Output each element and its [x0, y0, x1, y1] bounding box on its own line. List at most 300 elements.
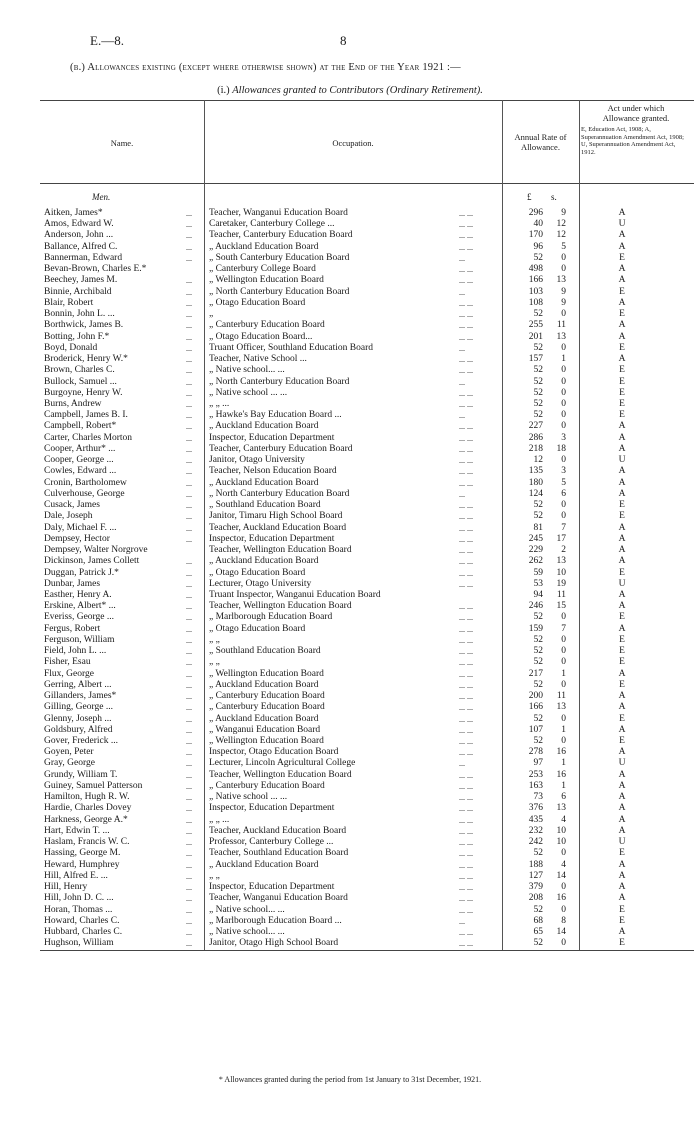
row-name: Field, John L. ...	[44, 646, 107, 657]
row-shillings: 19	[556, 578, 566, 589]
row-occupation: „ Southland Education Board	[209, 646, 321, 657]
row-shillings: 15	[556, 601, 566, 612]
row-pounds: 52	[533, 387, 543, 398]
row-shillings: 0	[561, 646, 566, 657]
row-occupation: „ Native school... ...	[209, 365, 285, 376]
row-act-code: A	[618, 241, 626, 252]
row-name-leader: ...	[186, 366, 192, 376]
table-row	[0, 736, 700, 747]
table-row	[0, 466, 700, 477]
row-shillings: 3	[561, 466, 566, 477]
row-pounds: 52	[533, 511, 543, 522]
row-pounds: 52	[533, 657, 543, 668]
row-name-leader: ...	[186, 849, 192, 859]
row-name-leader: ...	[186, 602, 192, 612]
row-occupation-leader: ... ...	[459, 793, 473, 803]
row-pounds: 52	[533, 376, 543, 387]
table-row	[0, 905, 700, 916]
table-row	[0, 781, 700, 792]
row-pounds: 262	[528, 556, 543, 567]
row-act-code: A	[618, 724, 626, 735]
row-act-code: A	[618, 488, 626, 499]
row-pounds: 163	[528, 780, 543, 791]
row-occupation-leader: ... ...	[459, 220, 473, 230]
row-name-leader: ...	[186, 613, 192, 623]
row-occupation-leader: ... ...	[459, 557, 473, 567]
row-occupation-leader: ... ...	[459, 579, 473, 589]
row-occupation: Lecturer, Otago University	[209, 578, 312, 589]
row-act-code: A	[618, 320, 626, 331]
table-row	[0, 815, 700, 826]
row-occupation: „ Otago Education Board	[209, 567, 306, 578]
row-occupation-leader: ... ...	[459, 523, 473, 533]
row-act-code: A	[618, 264, 626, 275]
row-shillings: 0	[561, 938, 566, 949]
row-name-leader: ...	[186, 928, 192, 937]
row-name: Hamilton, Hugh R. W.	[44, 792, 130, 803]
table-row	[0, 938, 700, 949]
row-occupation: „ North Canterbury Education Board	[209, 488, 350, 499]
row-name-leader: ...	[186, 512, 192, 522]
row-shillings: 0	[561, 342, 566, 353]
row-name-leader: ...	[186, 624, 192, 634]
row-name-leader: ...	[186, 231, 192, 241]
act-header-key: E, Education Act, 1908; A, Superannuation Amendment Act, 1908; U, Superannuation Amendment Act, 1912.	[581, 126, 684, 156]
row-name: Goldsbury, Alfred	[44, 724, 113, 735]
page-number: 8	[340, 33, 347, 48]
row-occupation: Inspector, Education Department	[209, 882, 335, 893]
row-name-leader: ...	[186, 590, 192, 600]
row-act-code: A	[618, 668, 626, 679]
subheading-prefix: (i.)	[217, 85, 230, 96]
row-name-leader: ...	[186, 411, 192, 421]
row-name: Ferguson, William	[44, 634, 115, 645]
row-name: Hubbard, Charles C.	[44, 927, 123, 937]
table-row	[0, 354, 700, 365]
row-act-code: A	[618, 893, 626, 904]
row-name: Fergus, Robert	[44, 623, 101, 634]
row-occupation-leader: ... ...	[459, 770, 473, 780]
row-name: Grundy, William T.	[44, 769, 118, 780]
row-occupation: Teacher, Native School ...	[209, 354, 307, 365]
row-occupation: Inspector, Otago Education Board	[209, 747, 339, 758]
table-row	[0, 601, 700, 612]
row-name-leader: ...	[186, 647, 192, 657]
row-act-code: A	[618, 747, 626, 758]
section-subheading	[0, 85, 700, 96]
row-occupation-leader: ... ...	[459, 669, 473, 679]
row-name: Ballance, Alfred C.	[44, 241, 118, 252]
pounds-unit: £	[527, 192, 532, 202]
row-occupation-leader: ... ...	[459, 231, 473, 241]
row-occupation-leader: ... ...	[459, 635, 473, 645]
table-top-rule	[40, 100, 694, 101]
row-name: Cooper, George ...	[44, 455, 114, 466]
row-occupation: „ „	[209, 657, 220, 668]
row-occupation-leader: ... ...	[459, 534, 473, 544]
row-act-code: A	[618, 803, 626, 814]
row-act-code: U	[618, 578, 626, 589]
row-occupation: „ Native school ... ...	[209, 792, 288, 803]
row-occupation-leader: ... ...	[459, 433, 473, 443]
row-act-code: E	[619, 713, 625, 724]
table-row	[0, 770, 700, 781]
row-occupation: „ Wellington Education Board	[209, 668, 324, 679]
row-name-leader: ...	[186, 422, 192, 432]
row-name-leader: ...	[186, 939, 192, 949]
row-name: Cowles, Edward ...	[44, 466, 117, 477]
table-header-rule	[40, 183, 694, 184]
row-shillings: 0	[561, 612, 566, 623]
row-name: Cusack, James	[44, 500, 100, 511]
table-row	[0, 242, 700, 253]
row-shillings: 3	[561, 432, 566, 443]
table-row	[0, 421, 700, 432]
row-occupation: „ „ ...	[209, 398, 230, 409]
row-act-code: E	[619, 410, 625, 421]
table-row	[0, 230, 700, 241]
row-shillings: 0	[561, 264, 566, 275]
row-name: Campbell, James B. I.	[44, 410, 128, 421]
shillings-unit: s.	[551, 192, 557, 202]
row-name: Dempsey, Hector	[44, 533, 110, 544]
row-act-code: E	[619, 679, 625, 690]
table-row	[0, 399, 700, 410]
row-name-leader: ...	[186, 332, 192, 342]
row-name-leader: ...	[186, 298, 192, 308]
table-row	[0, 725, 700, 736]
table-row	[0, 208, 700, 219]
table-row	[0, 635, 700, 646]
row-occupation: „ Southland Education Board	[209, 500, 321, 511]
row-occupation: Caretaker, Canterbury College ...	[209, 219, 335, 230]
table-row	[0, 264, 700, 275]
row-name: Hill, Henry	[44, 882, 88, 893]
row-pounds: 218	[528, 443, 543, 454]
row-name: Dunbar, James	[44, 578, 101, 589]
row-occupation: „ Auckland Education Board	[209, 859, 319, 870]
row-name: Gerring, Albert ...	[44, 679, 112, 690]
row-shillings: 14	[556, 927, 566, 937]
row-shillings: 10	[556, 837, 566, 848]
table-row	[0, 871, 700, 882]
row-name-leader: ...	[186, 759, 192, 769]
row-shillings: 10	[556, 567, 566, 578]
row-occupation-leader: ... ...	[459, 714, 473, 724]
section-heading: (b.) Allowances existing (except where otherwise shown) at the End of the Year 1921 :—	[70, 62, 461, 73]
row-pounds: 52	[533, 904, 543, 915]
row-occupation: „ Marlborough Education Board ...	[209, 915, 342, 926]
table-row	[0, 893, 700, 904]
row-occupation: „ Native school ... ...	[209, 387, 288, 398]
row-pounds: 296	[528, 208, 543, 218]
row-act-code: E	[619, 567, 625, 578]
row-act-code: E	[619, 398, 625, 409]
row-occupation: Teacher, Auckland Education Board	[209, 522, 347, 533]
row-name: Goyen, Peter	[44, 747, 94, 758]
row-occupation-leader: ... ...	[459, 647, 473, 657]
row-pounds: 108	[528, 297, 543, 308]
row-occupation-leader: ... ...	[459, 624, 473, 634]
table-row	[0, 410, 700, 421]
row-occupation-leader: ... ...	[459, 265, 473, 275]
row-act-code: A	[618, 623, 626, 634]
row-shillings: 16	[556, 747, 566, 758]
row-act-code: A	[618, 859, 626, 870]
row-occupation-leader: ... ...	[459, 444, 473, 454]
row-shillings: 12	[556, 219, 566, 230]
row-name-leader: ...	[186, 444, 192, 454]
table-row	[0, 511, 700, 522]
row-pounds: 253	[528, 769, 543, 780]
row-occupation-leader: ... ...	[459, 546, 473, 556]
row-name-leader: ...	[186, 838, 192, 848]
row-pounds: 217	[528, 668, 543, 679]
table-row	[0, 253, 700, 264]
row-occupation-leader: ... ...	[459, 737, 473, 747]
row-name: Gray, George	[44, 758, 95, 769]
row-name-leader: ...	[186, 737, 192, 747]
row-shillings: 1	[561, 354, 566, 365]
row-shillings: 6	[561, 792, 566, 803]
row-name: Heward, Humphrey	[44, 859, 120, 870]
row-occupation-leader: ... ...	[459, 838, 473, 848]
table-row	[0, 365, 700, 376]
table-row	[0, 848, 700, 859]
row-shillings: 11	[556, 691, 566, 702]
row-name: Gilling, George ...	[44, 702, 113, 713]
row-name-leader: ...	[186, 209, 192, 218]
row-pounds: 376	[528, 803, 543, 814]
row-occupation: Janitor, Otago High School Board	[209, 938, 339, 949]
row-occupation: „ North Canterbury Education Board	[209, 286, 350, 297]
row-act-code: A	[618, 780, 626, 791]
row-name: Easther, Henry A.	[44, 589, 112, 600]
row-name-leader: ...	[186, 692, 192, 702]
row-pounds: 246	[528, 601, 543, 612]
table-row	[0, 927, 700, 938]
row-name: Duggan, Patrick J.*	[44, 567, 119, 578]
allowance-table-body	[0, 208, 700, 949]
row-name: Broderick, Henry W.*	[44, 354, 128, 365]
row-act-code: E	[619, 309, 625, 320]
row-occupation-leader: ... ...	[459, 512, 473, 522]
row-pounds: 286	[528, 432, 543, 443]
row-pounds: 52	[533, 612, 543, 623]
table-row	[0, 388, 700, 399]
row-act-code: U	[618, 219, 626, 230]
row-occupation-leader: ... ...	[459, 276, 473, 286]
row-shillings: 0	[561, 679, 566, 690]
row-occupation-leader: ... ...	[459, 748, 473, 758]
row-occupation: Teacher, Wanganui Education Board	[209, 208, 348, 218]
row-name: Hughson, William	[44, 938, 114, 949]
row-name: Binnie, Archibald	[44, 286, 112, 297]
table-row	[0, 612, 700, 623]
row-name-leader: ...	[186, 489, 192, 499]
row-name-leader: ...	[186, 253, 192, 263]
row-occupation: Teacher, Wellington Education Board	[209, 769, 352, 780]
row-name-leader: ...	[186, 793, 192, 803]
row-pounds: 53	[533, 578, 543, 589]
table-row	[0, 332, 700, 343]
row-shillings: 11	[556, 589, 566, 600]
row-occupation-leader: ...	[459, 253, 465, 263]
row-occupation-leader: ... ...	[459, 332, 473, 342]
row-shillings: 2	[561, 545, 566, 556]
row-name: Brown, Charles C.	[44, 365, 115, 376]
row-name-leader: ...	[186, 703, 192, 713]
table-row	[0, 478, 700, 489]
row-occupation: „ Auckland Education Board	[209, 421, 319, 432]
row-shillings: 1	[561, 724, 566, 735]
row-shillings: 0	[561, 713, 566, 724]
row-pounds: 65	[533, 927, 543, 937]
row-occupation-leader: ... ...	[459, 860, 473, 870]
row-act-code: A	[618, 421, 626, 432]
row-occupation: Truant Inspector, Wanganui Education Board	[209, 589, 381, 600]
row-name-leader: ...	[186, 658, 192, 668]
column-header-rate	[502, 132, 579, 152]
row-occupation-leader: ... ...	[459, 478, 473, 488]
row-act-code: A	[618, 870, 626, 881]
row-name-leader: ...	[186, 905, 192, 915]
row-shillings: 1	[561, 780, 566, 791]
table-row	[0, 837, 700, 848]
row-occupation: „ Native school... ...	[209, 904, 285, 915]
row-shillings: 18	[556, 443, 566, 454]
row-occupation: Inspector, Education Department	[209, 533, 335, 544]
row-act-code: A	[618, 331, 626, 342]
row-occupation-leader: ... ...	[459, 568, 473, 578]
row-name-leader: ...	[186, 321, 192, 331]
row-pounds: 103	[528, 286, 543, 297]
row-occupation: „ „ ...	[209, 814, 230, 825]
row-pounds: 97	[533, 758, 543, 769]
row-occupation: „	[209, 309, 214, 320]
row-name: Hill, John D. C. ...	[44, 893, 114, 904]
row-pounds: 12	[533, 455, 543, 466]
row-occupation: „ Otago Education Board	[209, 623, 306, 634]
row-act-code: A	[618, 354, 626, 365]
row-occupation-leader: ... ...	[459, 355, 473, 365]
row-pounds: 498	[528, 264, 543, 275]
row-occupation-leader: ...	[459, 916, 465, 926]
row-occupation-leader: ... ...	[459, 680, 473, 690]
table-row	[0, 568, 700, 579]
row-act-code: A	[618, 702, 626, 713]
row-pounds: 68	[533, 915, 543, 926]
row-name-leader: ...	[186, 377, 192, 387]
row-pounds: 124	[528, 488, 543, 499]
row-name: Anderson, John ...	[44, 230, 114, 241]
row-pounds: 52	[533, 309, 543, 320]
row-name: Hardie, Charles Dovey	[44, 803, 132, 814]
row-occupation: „ „	[209, 634, 220, 645]
row-name: Hart, Edwin T. ...	[44, 825, 110, 836]
row-shillings: 0	[561, 365, 566, 376]
row-occupation-leader: ... ...	[459, 692, 473, 702]
row-act-code: E	[619, 904, 625, 915]
row-pounds: 52	[533, 848, 543, 859]
row-occupation-leader: ... ...	[459, 781, 473, 791]
row-shillings: 9	[561, 208, 566, 218]
row-act-code: E	[619, 365, 625, 376]
row-shillings: 0	[561, 736, 566, 747]
row-pounds: 94	[533, 589, 543, 600]
row-occupation-leader: ... ...	[459, 388, 473, 398]
row-pounds: 255	[528, 320, 543, 331]
row-shillings: 9	[561, 297, 566, 308]
row-shillings: 7	[561, 623, 566, 634]
row-pounds: 242	[528, 837, 543, 848]
table-row	[0, 219, 700, 230]
row-pounds: 107	[528, 724, 543, 735]
row-name: Gillanders, James*	[44, 691, 117, 702]
row-occupation-leader: ... ...	[459, 894, 473, 904]
row-act-code: A	[618, 466, 626, 477]
row-pounds: 227	[528, 421, 543, 432]
row-name-leader: ...	[186, 894, 192, 904]
row-act-code: E	[619, 286, 625, 297]
table-row	[0, 275, 700, 286]
row-occupation-leader: ... ...	[459, 422, 473, 432]
row-occupation-leader: ... ...	[459, 310, 473, 320]
row-name: Bevan-Brown, Charles E.*	[44, 264, 147, 275]
row-pounds: 52	[533, 736, 543, 747]
row-shillings: 1	[561, 758, 566, 769]
row-shillings: 8	[561, 915, 566, 926]
row-pounds: 201	[528, 331, 543, 342]
row-name: Beechey, James M.	[44, 275, 118, 286]
row-pounds: 232	[528, 825, 543, 836]
table-row	[0, 556, 700, 567]
row-name-leader: ...	[186, 456, 192, 466]
row-name: Daly, Michael F. ...	[44, 522, 117, 533]
row-occupation-leader: ... ...	[459, 826, 473, 836]
row-pounds: 170	[528, 230, 543, 241]
row-occupation-leader: ... ...	[459, 467, 473, 477]
table-row	[0, 860, 700, 871]
table-row	[0, 579, 700, 590]
column-header-act	[581, 103, 691, 156]
row-shillings: 9	[561, 286, 566, 297]
row-act-code: E	[619, 657, 625, 668]
row-name: Culverhouse, George	[44, 488, 125, 499]
table-row	[0, 747, 700, 758]
row-name-leader: ...	[186, 579, 192, 589]
row-occupation-leader: ...	[459, 377, 465, 387]
row-occupation: „ Otago Education Board...	[209, 331, 313, 342]
row-name: Horan, Thomas ...	[44, 904, 113, 915]
row-name-leader: ...	[186, 714, 192, 724]
row-shillings: 0	[561, 500, 566, 511]
row-occupation-leader: ... ...	[459, 939, 473, 949]
row-occupation-leader: ... ...	[459, 298, 473, 308]
row-occupation-leader: ...	[459, 287, 465, 297]
row-occupation-leader: ... ...	[459, 883, 473, 893]
row-occupation-leader: ... ...	[459, 849, 473, 859]
row-occupation: „ Canterbury Education Board	[209, 320, 325, 331]
row-act-code: E	[619, 511, 625, 522]
row-act-code: E	[619, 376, 625, 387]
row-name-leader: ...	[186, 242, 192, 252]
row-shillings: 1	[561, 668, 566, 679]
row-pounds: 52	[533, 679, 543, 690]
row-act-code: U	[618, 758, 626, 769]
table-row	[0, 545, 700, 556]
row-name: Bonnin, John L. ...	[44, 309, 115, 320]
